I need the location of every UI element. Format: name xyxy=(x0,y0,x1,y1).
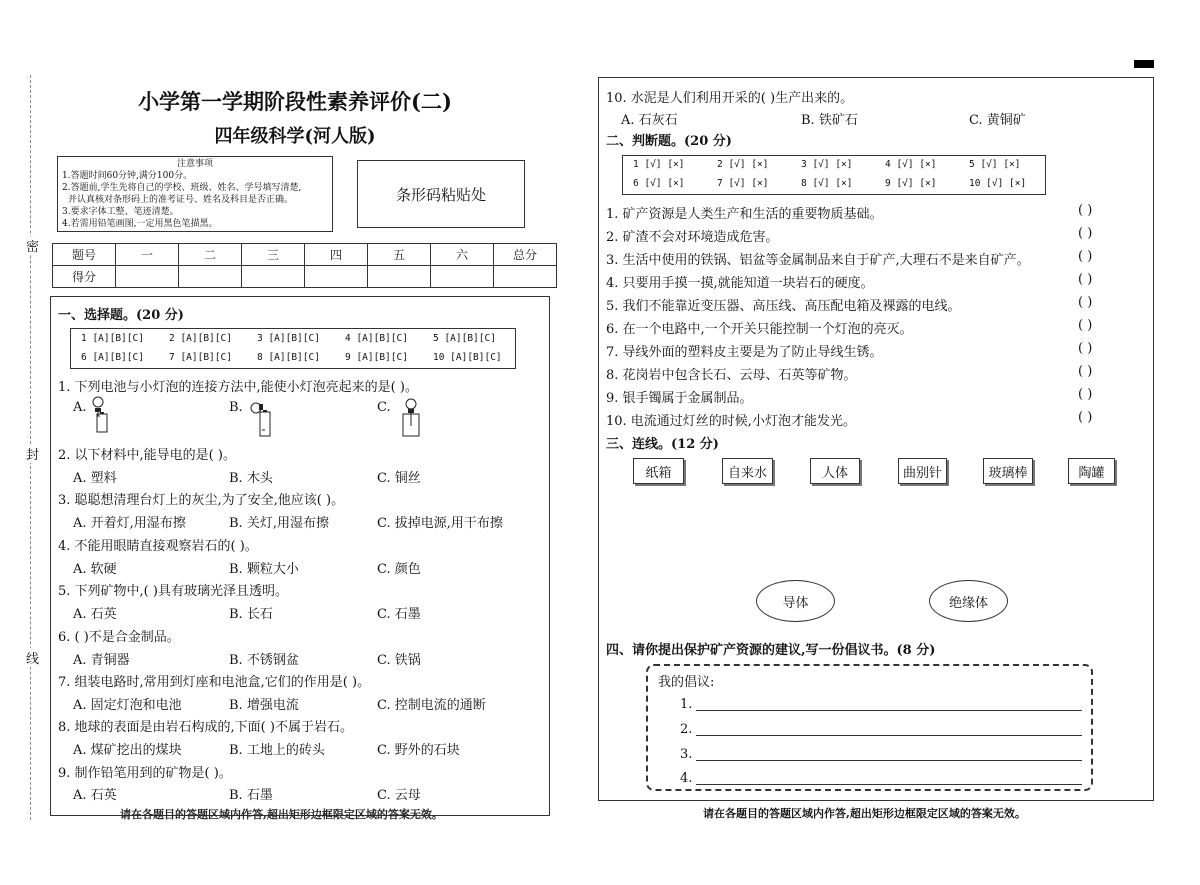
section1-panel xyxy=(50,296,550,816)
target-insulator[interactable]: 绝缘体 xyxy=(929,580,1008,622)
option-a: A. 煤矿挖出的煤块 xyxy=(73,743,182,758)
score-cell[interactable] xyxy=(494,266,557,288)
footer-note-left: 请在各题目的答题区域内作答,超出矩形边框限定区域的答案无效。 xyxy=(120,808,443,821)
score-header-cell: 三 xyxy=(242,244,305,266)
answer-paren[interactable]: ( ) xyxy=(1078,249,1093,264)
judge-item-10: 10. 电流通过灯丝的时候,小灯泡才能发光。 xyxy=(606,414,856,429)
option-b: B. 颗粒大小 xyxy=(229,562,299,577)
side-mark-feng: 封 xyxy=(26,444,39,463)
judge-item-6: 6. 在一个电路中,一个开关只能控制一个灯泡的亮灭。 xyxy=(606,322,913,337)
proposal-line-label: 1. xyxy=(680,697,693,712)
answer-bubble-group[interactable]: 4 [A][B][C] xyxy=(345,333,408,344)
score-cell[interactable] xyxy=(179,266,242,288)
score-header-cell: 总分 xyxy=(494,244,557,266)
option-c: C. 颜色 xyxy=(377,562,421,577)
answer-bubble-group[interactable]: 10 [√] [×] xyxy=(969,178,1027,189)
answer-paren[interactable]: ( ) xyxy=(1078,364,1093,379)
question-1: 1. 下列电池与小灯泡的连接方法中,能使小灯泡亮起来的是( )。 xyxy=(58,380,418,395)
score-cell[interactable] xyxy=(242,266,305,288)
answer-paren[interactable]: ( ) xyxy=(1078,318,1093,333)
question-7: 7. 组装电路时,常用到灯座和电池盒,它们的作用是( )。 xyxy=(58,675,371,690)
answer-bubble-group[interactable]: 10 [A][B][C] xyxy=(433,352,502,363)
option-c: C. 石墨 xyxy=(377,607,421,622)
answer-paren[interactable]: ( ) xyxy=(1078,341,1093,356)
section1-heading: 一、选择题。(20 分) xyxy=(58,308,184,323)
section3-heading: 三、连线。(12 分) xyxy=(606,437,719,452)
notice-line: 4.若需用铅笔画图,一定用黑色笔描黑。 xyxy=(62,219,218,229)
score-header-cell: 一 xyxy=(116,244,179,266)
proposal-line-4[interactable] xyxy=(696,784,1082,785)
option-a: A. 开着灯,用湿布擦 xyxy=(73,516,186,531)
proposal-line-label: 4. xyxy=(680,771,693,786)
question-6: 6. ( )不是合金制品。 xyxy=(58,630,180,645)
option-c: C. 控制电流的通断 xyxy=(377,698,486,713)
barcode-area: 条形码粘贴处 xyxy=(357,160,525,228)
option-a: A. 软硬 xyxy=(73,562,117,577)
answer-bubble-group[interactable]: 1 [√] [×] xyxy=(633,159,685,170)
option-b: B. 不锈钢盆 xyxy=(229,653,299,668)
score-header-cell: 题号 xyxy=(53,244,116,266)
option-b: B. 工地上的砖头 xyxy=(229,743,325,758)
answer-bubble-group[interactable]: 8 [A][B][C] xyxy=(257,352,320,363)
notice-line: 并认真核对条形码上的准考证号、姓名及科目是否正确。 xyxy=(68,195,294,205)
judge-item-8: 8. 花岗岩中包含长石、云母、石英等矿物。 xyxy=(606,368,857,383)
score-cell[interactable] xyxy=(116,266,179,288)
question-2: 2. 以下材料中,能导电的是( )。 xyxy=(58,448,236,463)
match-item-paper-clip[interactable]: 曲别针 xyxy=(898,458,947,484)
target-conductor[interactable]: 导体 xyxy=(756,580,835,622)
section4-heading: 四、请你提出保护矿产资源的建议,写一份倡议书。(8 分) xyxy=(606,643,936,658)
option-b: B. xyxy=(229,400,243,415)
option-c: C. xyxy=(377,400,391,415)
answer-bubble-group[interactable]: 7 [A][B][C] xyxy=(169,352,232,363)
proposal-title: 我的倡议: xyxy=(658,675,715,690)
option-c: C. 铁锅 xyxy=(377,653,421,668)
score-cell[interactable] xyxy=(431,266,494,288)
answer-paren[interactable]: ( ) xyxy=(1078,203,1093,218)
answer-paren[interactable]: ( ) xyxy=(1078,226,1093,241)
answer-bubble-group[interactable]: 5 [A][B][C] xyxy=(433,333,496,344)
question-5: 5. 下列矿物中,( )具有玻璃光泽且透明。 xyxy=(58,584,288,599)
option-c: C. 铜丝 xyxy=(377,471,421,486)
answer-bubble-group[interactable]: 6 [A][B][C] xyxy=(81,352,144,363)
notice-heading: 注意事项 xyxy=(176,159,213,169)
side-mark-mi: 密 xyxy=(26,236,39,255)
score-cell[interactable] xyxy=(368,266,431,288)
answer-bubble-group[interactable]: 2 [√] [×] xyxy=(717,159,769,170)
answer-bubble-group[interactable]: 5 [√] [×] xyxy=(969,159,1021,170)
match-item-human-body[interactable]: 人体 xyxy=(810,458,860,484)
option-b: B. 增强电流 xyxy=(229,698,299,713)
score-cell[interactable] xyxy=(305,266,368,288)
proposal-line-3[interactable] xyxy=(696,760,1082,761)
answer-paren[interactable]: ( ) xyxy=(1078,272,1093,287)
question-3: 3. 聪聪想清理台灯上的灰尘,为了安全,他应该( )。 xyxy=(58,493,345,508)
answer-bubble-group[interactable]: 7 [√] [×] xyxy=(717,178,769,189)
footer-note-right: 请在各题目的答题区域内作答,超出矩形边框限定区域的答案无效。 xyxy=(703,807,1026,820)
circuit-diagram-b-icon xyxy=(248,400,274,438)
answer-bubble-group[interactable]: 6 [√] [×] xyxy=(633,178,685,189)
answer-bubble-group[interactable]: 9 [A][B][C] xyxy=(345,352,408,363)
notice-line: 3.要求字体工整、笔迹清楚。 xyxy=(62,207,179,217)
option-a: A. 塑料 xyxy=(73,471,117,486)
judge-item-3: 3. 生活中使用的铁锅、铝盆等金属制品来自于矿产,大理石不是来自矿产。 xyxy=(606,253,1030,268)
section2-heading: 二、判断题。(20 分) xyxy=(606,134,732,149)
notice-box xyxy=(57,156,333,232)
judge-item-1: 1. 矿产资源是人类生产和生活的重要物质基础。 xyxy=(606,207,883,222)
circuit-diagram-a-icon xyxy=(90,394,112,434)
answer-paren[interactable]: ( ) xyxy=(1078,410,1093,425)
option-c: C. 野外的石块 xyxy=(377,743,460,758)
proposal-line-2[interactable] xyxy=(696,735,1082,736)
answer-bubble-group[interactable]: 9 [√] [×] xyxy=(885,178,937,189)
answer-bubble-group[interactable]: 2 [A][B][C] xyxy=(169,333,232,344)
option-a: A. xyxy=(73,400,87,415)
match-item-pottery-jar[interactable]: 陶罐 xyxy=(1068,458,1115,484)
score-header-cell: 五 xyxy=(368,244,431,266)
option-b: B. 关灯,用湿布擦 xyxy=(229,516,329,531)
score-header-cell: 四 xyxy=(305,244,368,266)
answer-bubble-group[interactable]: 1 [A][B][C] xyxy=(81,333,144,344)
notice-line: 1.答题时间60分钟,满分100分。 xyxy=(62,171,193,181)
match-item-carton[interactable]: 纸箱 xyxy=(633,458,684,484)
proposal-line-label: 3. xyxy=(680,747,693,762)
judge-item-2: 2. 矿渣不会对环境造成危害。 xyxy=(606,230,779,245)
score-header-cell: 二 xyxy=(179,244,242,266)
answer-paren[interactable]: ( ) xyxy=(1078,295,1093,310)
side-mark-xian: 线 xyxy=(26,648,39,667)
score-table xyxy=(52,243,557,288)
option-c: C. 黄铜矿 xyxy=(969,113,1026,128)
option-a: A. 固定灯泡和电池 xyxy=(73,698,182,713)
answer-bubble-group[interactable]: 3 [√] [×] xyxy=(801,159,853,170)
question-9: 9. 制作铅笔用到的矿物是( )。 xyxy=(58,766,232,781)
judge-item-5: 5. 我们不能靠近变压器、高压线、高压配电箱及裸露的电线。 xyxy=(606,299,961,314)
section1-answer-grid xyxy=(70,328,516,369)
section2-answer-grid xyxy=(622,155,1046,195)
proposal-line-label: 2. xyxy=(680,722,693,737)
option-a: A. 石灰石 xyxy=(621,113,678,128)
match-item-tap-water[interactable]: 自来水 xyxy=(722,458,773,484)
circuit-diagram-c-icon xyxy=(398,396,424,438)
answer-bubble-group[interactable]: 4 [√] [×] xyxy=(885,159,937,170)
page-title: 小学第一学期阶段性素养评价(二) xyxy=(138,89,452,114)
option-a: A. 石英 xyxy=(73,788,117,803)
proposal-line-1[interactable] xyxy=(696,710,1082,711)
option-a: A. 青铜器 xyxy=(73,653,130,668)
option-a: A. 石英 xyxy=(73,607,117,622)
option-c: C. 拔掉电源,用干布擦 xyxy=(377,516,503,531)
option-c: C. 云母 xyxy=(377,788,421,803)
score-header-cell: 六 xyxy=(431,244,494,266)
score-row-label: 得分 xyxy=(53,266,116,288)
question-10: 10. 水泥是人们利用开采的( )生产出来的。 xyxy=(606,91,854,106)
answer-paren[interactable]: ( ) xyxy=(1078,387,1093,402)
corner-mark xyxy=(1134,60,1154,68)
question-4: 4. 不能用眼睛直接观察岩石的( )。 xyxy=(58,539,258,554)
question-8: 8. 地球的表面是由岩石构成的,下面( )不属于岩石。 xyxy=(58,720,353,735)
option-b: B. 铁矿石 xyxy=(801,113,858,128)
option-b: B. 石墨 xyxy=(229,788,273,803)
match-item-glass-rod[interactable]: 玻璃棒 xyxy=(983,458,1033,484)
option-b: B. 木头 xyxy=(229,471,273,486)
judge-item-7: 7. 导线外面的塑料皮主要是为了防止导线生锈。 xyxy=(606,345,883,360)
notice-line: 2.答题前,学生先将自己的学校、班级、姓名、学号填写清楚, xyxy=(62,183,302,193)
judge-item-9: 9. 银手镯属于金属制品。 xyxy=(606,391,753,406)
option-b: B. 长石 xyxy=(229,607,273,622)
answer-bubble-group[interactable]: 3 [A][B][C] xyxy=(257,333,320,344)
page-subtitle: 四年级科学(河人版) xyxy=(214,126,376,147)
answer-bubble-group[interactable]: 8 [√] [×] xyxy=(801,178,853,189)
judge-item-4: 4. 只要用手摸一摸,就能知道一块岩石的硬度。 xyxy=(606,276,874,291)
